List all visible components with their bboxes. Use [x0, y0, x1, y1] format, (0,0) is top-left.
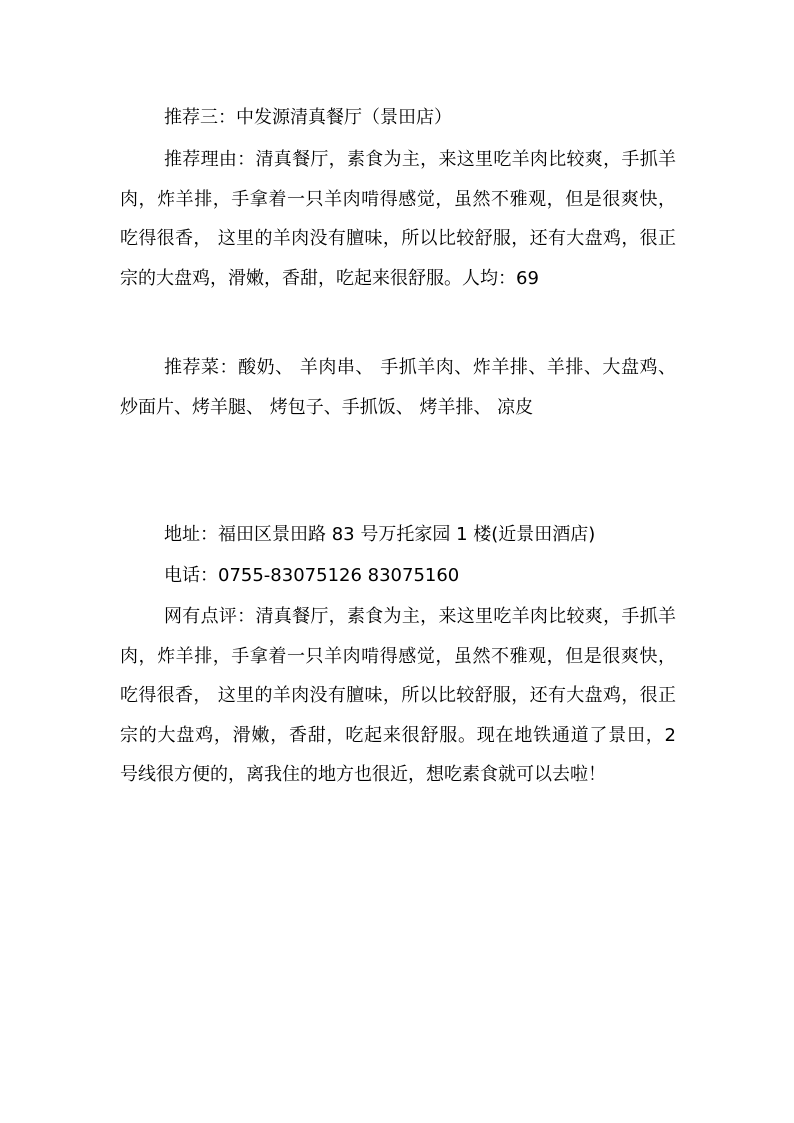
recommendation-reason: 推荐理由：清真餐厅，素食为主，来这里吃羊肉比较爽，手抓羊肉，炸羊排，手拿着一只羊肉啃得感觉，虽然不雅观，但是很爽快，吃得很香， 这里的羊肉没有膻味，所以比较舒服，还有大盘鸡，很正宗的大盘鸡，滑嫩，香甜，吃起来很舒服。人均：69	[120, 149, 676, 289]
phone-line: 电话：0755-83075126 83075160	[164, 565, 460, 586]
address-line: 地址：福田区景田路 83 号万托家园 1 楼(近景田酒店)	[164, 524, 596, 545]
restaurant-heading: 推荐三：中发源清真餐厅（景田店）	[164, 107, 452, 128]
online-review: 网有点评：清真餐厅，素食为主，来这里吃羊肉比较爽，手抓羊肉，炸羊排，手拿着一只羊肉啃得感觉，虽然不雅观，但是很爽快，吃得很香， 这里的羊肉没有膻味，所以比较舒服，还有大盘鸡，很正宗的大盘鸡，滑嫩，香甜，吃起来很舒服。现在地铁通道了景田，2 号线很方便的，离我住的地方也很近，想吃素食就可以去啦！	[120, 606, 676, 785]
recommended-dishes: 推荐菜：酸奶、 羊肉串、 手抓羊肉、炸羊排、羊排、大盘鸡、炒面片、烤羊腿、 烤包子、手抓饭、 烤羊排、 凉皮	[120, 357, 676, 418]
